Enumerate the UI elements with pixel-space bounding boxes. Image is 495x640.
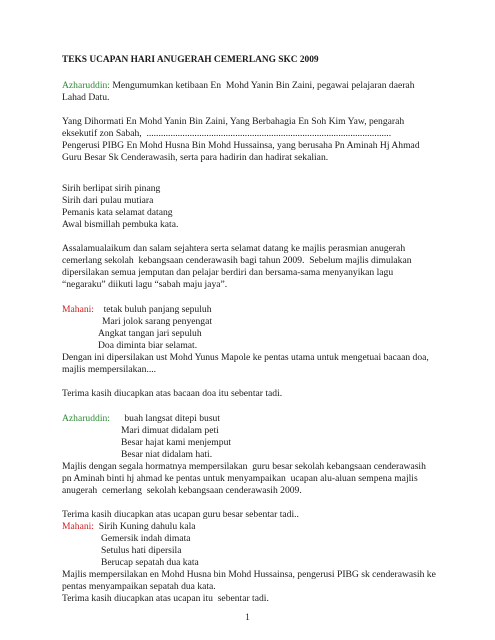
line-text: Mari jolok sarang penyengat bbox=[102, 316, 213, 327]
document-line bbox=[62, 243, 405, 255]
line-text: Yang Dihormati En Mohd Yanin Bin Zaini, Yang Berbahagia En Soh Kim Yaw, pengarah bbox=[62, 116, 405, 127]
document-line bbox=[62, 461, 426, 473]
document-line bbox=[121, 437, 231, 449]
line-text: Terima kasih diucapkan atas ucapan guru besar sebentar tadi.. bbox=[62, 509, 299, 520]
document-line bbox=[121, 425, 219, 437]
line-text: eksekutif zon Sabah, ...................................................................................................... bbox=[62, 128, 392, 139]
document-line bbox=[62, 183, 160, 195]
document-line bbox=[62, 485, 302, 497]
line-text: majlis mempersilakan.... bbox=[62, 364, 157, 375]
line-text: Besar niat didalam hati. bbox=[121, 449, 213, 460]
document-line bbox=[62, 279, 227, 291]
line-text: Doa diminta biar selamat. bbox=[98, 340, 198, 351]
line-text: tetak buluh panjang sepuluh bbox=[93, 304, 212, 315]
document-line bbox=[62, 521, 196, 533]
speaker-name: Mahani: bbox=[62, 304, 94, 315]
line-text: Sirih berlipat sirih pinang bbox=[62, 183, 161, 194]
page-number: 1 bbox=[245, 612, 250, 622]
line-text: Terima kasih diucapkan atas bacaan doa itu sebentar tadi. bbox=[62, 388, 283, 399]
document-line bbox=[101, 557, 199, 569]
line-text: Majlis dengan segala hormatnya mempersilakan guru besar sekolah kebangsaan cenderawasih bbox=[62, 461, 426, 472]
document-line bbox=[121, 449, 212, 461]
line-text: buah langsat ditepi busut bbox=[109, 413, 221, 424]
document-line bbox=[62, 473, 418, 485]
line-text: Awal bismillah pembuka kata. bbox=[62, 219, 179, 230]
document-line bbox=[101, 533, 191, 545]
line-text: “negaraku” diikuti lagu “sabah maju jaya”. bbox=[62, 279, 228, 290]
document-line bbox=[62, 413, 220, 425]
document-line bbox=[62, 267, 393, 279]
document-line bbox=[62, 364, 156, 376]
document-line bbox=[62, 352, 429, 364]
line-text: Majlis mempersilakan en Mohd Husna bin Mohd Hussainsa, pengerusi PIBG sk cenderawasih ke bbox=[62, 569, 436, 580]
line-text: Pengerusi PIBG En Mohd Husna Bin Mohd Hussainsa, yang berusaha Pn Aminah Hj Ahmad bbox=[62, 140, 420, 151]
speaker-name: Azharuddin: bbox=[62, 413, 110, 424]
line-text: dipersilakan semua jemputan dan pelajar berdiri dan bersama-sama menyanyikan lagu bbox=[62, 267, 394, 278]
document-line bbox=[101, 545, 181, 557]
document-line bbox=[62, 593, 269, 605]
document-line bbox=[62, 304, 212, 316]
line-text: Berucap sepatah dua kata bbox=[101, 557, 199, 568]
document-line bbox=[62, 509, 299, 521]
document-line bbox=[62, 152, 328, 164]
line-text: Angkat tangan jari sepuluh bbox=[98, 328, 202, 339]
document-line bbox=[62, 195, 153, 207]
document-line bbox=[62, 116, 404, 128]
document-line bbox=[62, 219, 178, 231]
line-text: Mari dimuat didalam peti bbox=[121, 425, 219, 436]
line-text: Assalamualaikum dan salam sejahtera serta selamat datang ke majlis perasmian anugerah bbox=[62, 243, 406, 254]
document-line bbox=[62, 581, 216, 593]
line-text: Gemersik indah dimata bbox=[101, 533, 191, 544]
line-text: Terima kasih diucapkan atas ucapan itu sebentar tadi. bbox=[62, 593, 269, 604]
speaker-name: Azharuddin: bbox=[62, 80, 110, 91]
document-line bbox=[102, 316, 212, 328]
line-text: anugerah cemerlang sekolah kebangsaan cenderawasih 2009. bbox=[62, 485, 302, 496]
line-text: Lahad Datu. bbox=[62, 92, 110, 103]
line-text: Sirih dari pulau mutiara bbox=[62, 195, 154, 206]
line-text: pn Aminah binti hj ahmad ke pentas untuk menyampaikan ucapan alu-aluan sempena majlis bbox=[62, 473, 418, 484]
line-text: Besar hajat kami menjemput bbox=[121, 437, 232, 448]
line-text: Mengumumkan ketibaan En Mohd Yanin Bin Zaini, pegawai pelajaran daerah bbox=[109, 80, 415, 91]
line-text: Sirih Kuning dahulu kala bbox=[93, 521, 196, 532]
document-line bbox=[98, 328, 202, 340]
line-text: cemerlang sekolah kebangsaan cenderawasih bagi tahun 2009. Sebelum majlis dimulakan bbox=[62, 255, 412, 266]
document-line bbox=[62, 569, 436, 581]
speaker-name: Mahani: bbox=[62, 521, 94, 532]
line-text: Guru Besar Sk Cenderawasih, serta para hadirin dan hadirat sekalian. bbox=[62, 152, 329, 163]
document-line bbox=[62, 388, 282, 400]
document-line bbox=[62, 207, 173, 219]
line-text: Dengan ini dipersilakan ust Mohd Yunus Mapole ke pentas utama untuk mengetuai bacaan doa, bbox=[62, 352, 429, 363]
line-text: Setulus hati dipersila bbox=[101, 545, 182, 556]
document-line bbox=[62, 140, 420, 152]
document-title: TEKS UCAPAN HARI ANUGERAH CEMERLANG SKC 2009 bbox=[62, 55, 319, 65]
document-line bbox=[62, 255, 412, 267]
document-line bbox=[98, 340, 197, 352]
document-line bbox=[62, 128, 391, 140]
document-line bbox=[62, 92, 109, 104]
line-text: pentas menyampaikan sepatah dua kata. bbox=[62, 581, 216, 592]
document-line bbox=[62, 80, 415, 92]
line-text: Pemanis kata selamat datang bbox=[62, 207, 173, 218]
